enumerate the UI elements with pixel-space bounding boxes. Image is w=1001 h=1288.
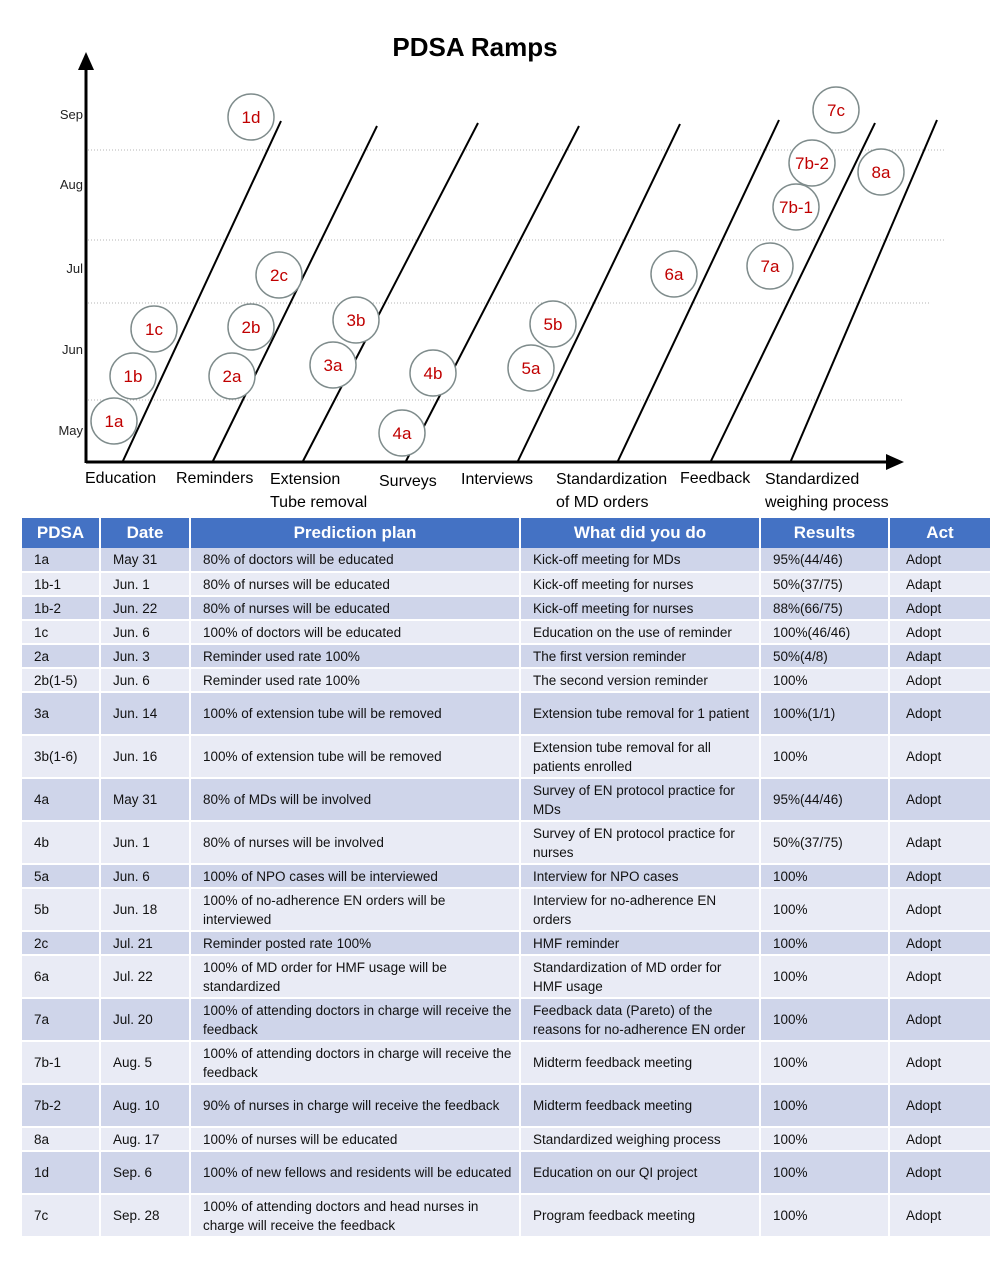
table-row <box>22 596 991 620</box>
table-cell-act: Adopt <box>889 668 991 692</box>
table-cell-date: Aug. 17 <box>100 1127 190 1151</box>
header-results: Results <box>760 518 889 548</box>
header-prediction-plan: Prediction plan <box>190 518 520 548</box>
table-row <box>22 668 991 692</box>
table-cell-results: 100% <box>760 864 889 888</box>
table-cell-date: Jun. 16 <box>100 735 190 778</box>
table-cell-pdsa: 4b <box>22 821 100 864</box>
cycle-label: 6a <box>664 265 684 284</box>
table-cell-results: 100% <box>760 1084 889 1127</box>
y-axis-label: Jul <box>66 261 83 276</box>
ramp-line <box>517 124 680 463</box>
table-cell-date: Jun. 14 <box>100 692 190 735</box>
cycle-label: 3a <box>323 356 343 375</box>
table-cell-pdsa: 5b <box>22 888 100 931</box>
table-cell-pdsa: 7b-2 <box>22 1084 100 1127</box>
table-cell-plan: 90% of nurses in charge will receive the feedback <box>190 1084 520 1127</box>
table-row <box>22 692 991 735</box>
table-cell-results: 100% <box>760 735 889 778</box>
table-cell-date: May 31 <box>100 548 190 572</box>
table-cell-results: 100%(46/46) <box>760 620 889 644</box>
table-cell-act: Adopt <box>889 1151 991 1194</box>
y-axis-label: Sep <box>59 107 83 122</box>
table-cell-date: Aug. 10 <box>100 1084 190 1127</box>
table-cell-did: Midterm feedback meeting <box>520 1041 760 1084</box>
table-cell-pdsa: 7c <box>22 1194 100 1237</box>
cycle-label: 2c <box>270 266 288 285</box>
table-cell-act: Adapt <box>889 572 991 596</box>
cycle-label: 1c <box>145 320 163 339</box>
table-cell-date: Jul. 21 <box>100 931 190 955</box>
table-row <box>22 888 991 931</box>
table-cell-act: Adopt <box>889 548 991 572</box>
ramp-line <box>617 120 779 463</box>
ramp-label: weighing process <box>765 494 889 511</box>
table-cell-plan: Reminder used rate 100% <box>190 644 520 668</box>
table-cell-date: Jun. 3 <box>100 644 190 668</box>
table-cell-act: Adopt <box>889 1084 991 1127</box>
table-cell-pdsa: 3b(1-6) <box>22 735 100 778</box>
table-cell-act: Adopt <box>889 931 991 955</box>
table-cell-plan: 100% of attending doctors in charge will receive the feedback <box>190 1041 520 1084</box>
cycle-label: 5a <box>521 359 541 378</box>
table-header-row <box>22 518 991 548</box>
header-what-did-you-do: What did you do <box>520 518 760 548</box>
table-row <box>22 778 991 821</box>
table-cell-plan: 80% of nurses will be educated <box>190 572 520 596</box>
table-cell-act: Adopt <box>889 1041 991 1084</box>
y-axis-label: Jun <box>62 342 83 357</box>
table-row <box>22 572 991 596</box>
table-cell-plan: 100% of doctors will be educated <box>190 620 520 644</box>
cycle-label: 2a <box>222 367 242 386</box>
table-cell-plan: 100% of MD order for HMF usage will be standardized <box>190 955 520 998</box>
cycle-label: 2b <box>241 318 261 337</box>
table-cell-date: Jun. 6 <box>100 620 190 644</box>
table-cell-act: Adopt <box>889 692 991 735</box>
table-cell-did: Education on our QI project <box>520 1151 760 1194</box>
ramp-line <box>122 121 281 463</box>
ramp-label: of MD orders <box>556 494 649 511</box>
table-cell-act: Adopt <box>889 998 991 1041</box>
table-cell-act: Adapt <box>889 821 991 864</box>
table-cell-did: Standardized weighing process <box>520 1127 760 1151</box>
table-cell-date: Jun. 1 <box>100 821 190 864</box>
table-cell-pdsa: 1c <box>22 620 100 644</box>
table-cell-did: Program feedback meeting <box>520 1194 760 1237</box>
table-cell-pdsa: 2a <box>22 644 100 668</box>
ramp-label: Standardized <box>765 471 860 488</box>
y-axis-label: Aug <box>59 177 83 192</box>
table-cell-plan: 80% of nurses will be involved <box>190 821 520 864</box>
table-cell-results: 100% <box>760 668 889 692</box>
cycle-label: 4b <box>423 364 443 383</box>
pdsa-table <box>22 518 992 1238</box>
ramp-label: Extension <box>270 471 341 488</box>
table-cell-results: 100% <box>760 1127 889 1151</box>
table-cell-date: Sep. 6 <box>100 1151 190 1194</box>
table-cell-did: Survey of EN protocol practice for nurses <box>520 821 760 864</box>
table-cell-pdsa: 6a <box>22 955 100 998</box>
table-row <box>22 548 991 572</box>
table-cell-results: 100% <box>760 998 889 1041</box>
table-cell-act: Adopt <box>889 864 991 888</box>
y-axis-label: May <box>58 423 83 438</box>
table-cell-plan: 100% of no-adherence EN orders will be interviewed <box>190 888 520 931</box>
table-cell-act: Adapt <box>889 644 991 668</box>
table-cell-did: Extension tube removal for 1 patient <box>520 692 760 735</box>
table-cell-pdsa: 1b-2 <box>22 596 100 620</box>
table-cell-plan: 100% of extension tube will be removed <box>190 735 520 778</box>
table-cell-results: 88%(66/75) <box>760 596 889 620</box>
table-row <box>22 1084 991 1127</box>
ramp-label: Reminders <box>176 470 254 487</box>
table-cell-act: Adopt <box>889 955 991 998</box>
cycle-label: 7b-2 <box>794 154 830 173</box>
cycle-label: 3b <box>346 311 366 330</box>
cycle-label: 8a <box>871 163 891 182</box>
pdsa-ramp-diagram <box>0 0 1001 515</box>
table-cell-did: Education on the use of reminder <box>520 620 760 644</box>
table-cell-date: Aug. 5 <box>100 1041 190 1084</box>
table-cell-pdsa: 8a <box>22 1127 100 1151</box>
ramp-label: Education <box>85 470 157 487</box>
header-date: Date <box>100 518 190 548</box>
table-cell-pdsa: 3a <box>22 692 100 735</box>
table-cell-plan: 100% of attending doctors in charge will receive the feedback <box>190 998 520 1041</box>
cycle-label: 5b <box>543 315 563 334</box>
table-cell-date: Jul. 20 <box>100 998 190 1041</box>
diagram-title: PDSA Ramps <box>392 32 558 62</box>
ramp-line <box>302 123 478 463</box>
ramp-label: Surveys <box>379 473 437 490</box>
ramp-label: Tube removal <box>270 494 368 511</box>
header-pdsa: PDSA <box>22 518 100 548</box>
table-cell-pdsa: 7a <box>22 998 100 1041</box>
table-cell-results: 100% <box>760 888 889 931</box>
table-cell-results: 50%(37/75) <box>760 572 889 596</box>
y-axis-arrow <box>78 52 94 70</box>
table-cell-results: 95%(44/46) <box>760 548 889 572</box>
table-row <box>22 1194 991 1237</box>
ramp-label: Interviews <box>461 471 534 488</box>
ramp-label: Standardization <box>556 471 668 488</box>
x-axis-arrow <box>886 454 904 470</box>
ramp-line <box>212 126 377 463</box>
table-row <box>22 644 991 668</box>
table-cell-pdsa: 5a <box>22 864 100 888</box>
table-cell-act: Adopt <box>889 778 991 821</box>
cycle-label: 7a <box>760 257 780 276</box>
table-row <box>22 821 991 864</box>
table-cell-results: 100% <box>760 1194 889 1237</box>
table-cell-plan: 80% of doctors will be educated <box>190 548 520 572</box>
table-cell-did: HMF reminder <box>520 931 760 955</box>
table-cell-results: 100% <box>760 955 889 998</box>
table-cell-plan: 100% of NPO cases will be interviewed <box>190 864 520 888</box>
ramp-label: Feedback <box>680 470 751 487</box>
table-cell-plan: Reminder used rate 100% <box>190 668 520 692</box>
table-cell-date: Jun. 22 <box>100 596 190 620</box>
cycle-label: 1b <box>123 367 143 386</box>
table-cell-results: 100% <box>760 1151 889 1194</box>
table-cell-act: Adopt <box>889 1194 991 1237</box>
table-cell-date: Jun. 6 <box>100 668 190 692</box>
cycle-label: 1d <box>241 108 261 127</box>
table-cell-results: 95%(44/46) <box>760 778 889 821</box>
table-cell-plan: Reminder posted rate 100% <box>190 931 520 955</box>
table-row <box>22 998 991 1041</box>
table-cell-pdsa: 7b-1 <box>22 1041 100 1084</box>
table-cell-plan: 100% of nurses will be educated <box>190 1127 520 1151</box>
table-cell-plan: 100% of extension tube will be removed <box>190 692 520 735</box>
table-row <box>22 864 991 888</box>
table-cell-act: Adopt <box>889 735 991 778</box>
table-cell-did: Feedback data (Pareto) of the reasons for no-adherence EN order <box>520 998 760 1041</box>
table-cell-results: 100%(1/1) <box>760 692 889 735</box>
table-cell-results: 100% <box>760 1041 889 1084</box>
table-cell-results: 50%(37/75) <box>760 821 889 864</box>
table-cell-plan: 100% of new fellows and residents will be educated <box>190 1151 520 1194</box>
table-cell-did: Kick-off meeting for nurses <box>520 596 760 620</box>
cycle-label: 1a <box>104 412 124 431</box>
table-row <box>22 955 991 998</box>
table-cell-did: Interview for NPO cases <box>520 864 760 888</box>
table-cell-did: Kick-off meeting for MDs <box>520 548 760 572</box>
table-cell-pdsa: 4a <box>22 778 100 821</box>
table-row <box>22 1041 991 1084</box>
header-act: Act <box>889 518 991 548</box>
table-cell-did: Midterm feedback meeting <box>520 1084 760 1127</box>
table-cell-pdsa: 2b(1-5) <box>22 668 100 692</box>
table-cell-pdsa: 2c <box>22 931 100 955</box>
cycle-label: 7b-1 <box>778 198 814 217</box>
table-cell-did: Interview for no-adherence EN orders <box>520 888 760 931</box>
table-cell-act: Adopt <box>889 888 991 931</box>
table-row <box>22 620 991 644</box>
table-row <box>22 735 991 778</box>
table-cell-plan: 80% of nurses will be educated <box>190 596 520 620</box>
table-cell-plan: 100% of attending doctors and head nurses in charge will receive the feedback <box>190 1194 520 1237</box>
table-cell-did: Kick-off meeting for nurses <box>520 572 760 596</box>
table-cell-results: 100% <box>760 931 889 955</box>
cycle-label: 4a <box>392 424 412 443</box>
table-cell-did: Extension tube removal for all patients enrolled <box>520 735 760 778</box>
table-cell-date: May 31 <box>100 778 190 821</box>
table-cell-results: 50%(4/8) <box>760 644 889 668</box>
table-cell-did: The second version reminder <box>520 668 760 692</box>
table-cell-plan: 80% of MDs will be involved <box>190 778 520 821</box>
table-cell-act: Adopt <box>889 620 991 644</box>
table-cell-did: The first version reminder <box>520 644 760 668</box>
ramp-line <box>405 126 579 463</box>
cycle-label: 7c <box>827 101 845 120</box>
table-cell-date: Jun. 18 <box>100 888 190 931</box>
table-cell-pdsa: 1b-1 <box>22 572 100 596</box>
table-cell-act: Adopt <box>889 1127 991 1151</box>
table-cell-act: Adopt <box>889 596 991 620</box>
table-cell-date: Jun. 1 <box>100 572 190 596</box>
table-cell-date: Jun. 6 <box>100 864 190 888</box>
table-cell-did: Standardization of MD order for HMF usage <box>520 955 760 998</box>
table-cell-date: Sep. 28 <box>100 1194 190 1237</box>
table-cell-did: Survey of EN protocol practice for MDs <box>520 778 760 821</box>
table-row <box>22 1151 991 1194</box>
table-row <box>22 931 991 955</box>
table-cell-date: Jul. 22 <box>100 955 190 998</box>
table-row <box>22 1127 991 1151</box>
table-cell-pdsa: 1d <box>22 1151 100 1194</box>
table-cell-pdsa: 1a <box>22 548 100 572</box>
